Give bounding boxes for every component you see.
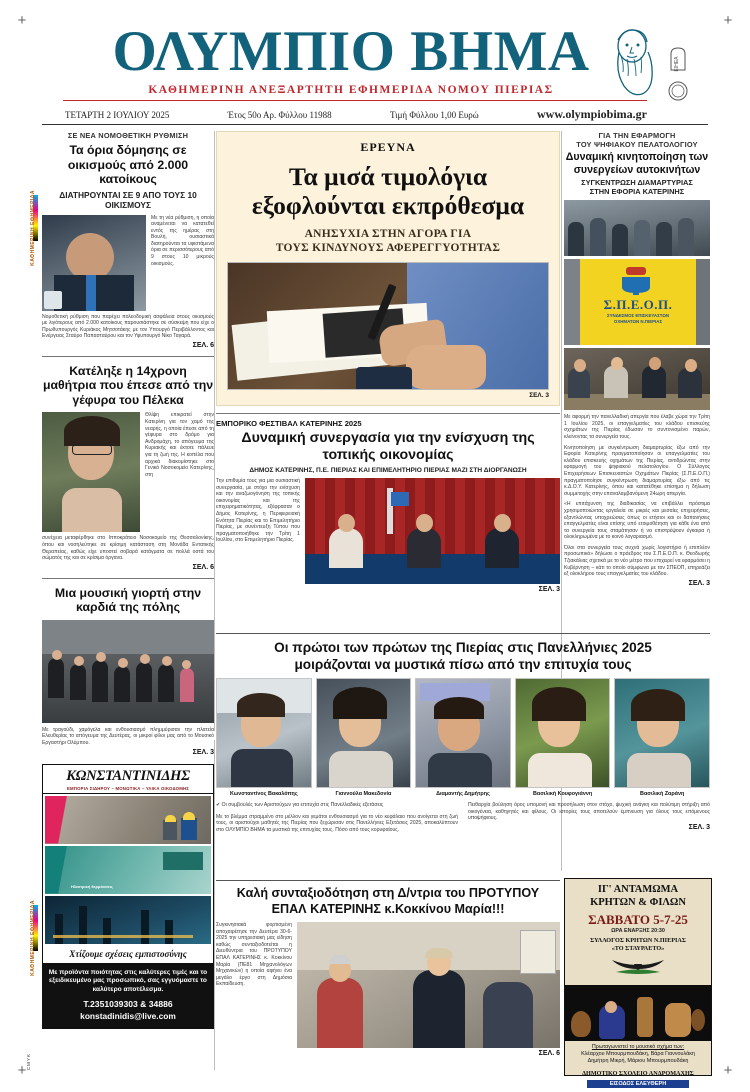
ad-photo-night	[45, 896, 211, 944]
student-name: Βασιλική Ζαράνη	[640, 791, 685, 797]
student-card[interactable]	[415, 678, 511, 797]
article-body-wrap: Με τη νέα ρύθμιση, η οποία αναμένεται να κατατεθεί εντός της ημέρας στη Βουλή, ουσιαστικά διατηρούνται τα υφιστάμενα όρια σε περισσότερους από 9 στους 10 μικρούς οικισμούς.	[151, 214, 214, 267]
masthead	[55, 20, 695, 121]
center-column	[216, 131, 560, 593]
article-photo-crowd	[564, 200, 710, 256]
article-kicker-line1: ΓΙΑ ΤΗΝ ΕΦΑΡΜΟΓΗ	[598, 131, 676, 140]
article-photo	[42, 215, 146, 311]
ad-body-text: Με προϊόντα ποιότητας στις καλύτερες τιμές και το εξειδικευμένο μας προσωπικό, σας εγγυόμαστε το καλύτερο αποτέλεσμα.	[48, 968, 208, 993]
article-subhead-line2: ΣΤΗΝ ΕΦΟΡΙΑ ΚΑΤΕΡΙΝΗΣ	[589, 187, 685, 197]
page-reference[interactable]: ΣΕΛ. 3	[688, 823, 710, 831]
newspaper-title: ΟΛΥΜΠΙΟ ΒΗΜΑ	[112, 20, 590, 83]
svg-text:ΕΙΗΕΑ: ΕΙΗΕΑ	[674, 56, 680, 72]
column-divider	[214, 131, 215, 731]
article-caption-body: Με το βλέμμα στραμμένο στο μέλλον και γεμάτοι ενθουσιασμό για το νέο κεφάλαιο που ανοίγεται στη ζωή τους, οι αριστούχοι μαθητές της Πιερίας που ξεχώρισαν στις Πανελλήνιες Εξετάσεις 2025, αποκαλύπτουν στο ΟΛΥΜΠΙΟ ΒΗΜΑ τα μυστικά της επιτυχίας τους. Πόσο από τους κορυφαίους.	[216, 813, 458, 833]
article-caption: Με αφορμή την πανελλαδική απεργία που έλαβε χώρα την Τρίτη 1 Ιουλίου 2025, οι επαγγελματίες του κλάδου επισκεύης σχημάτων της Πιερίας έδωσαν το συντονισμένο παρών, κλείνοντας τα συνεργεία τους.	[564, 414, 710, 440]
lead-headline	[227, 162, 549, 220]
eagle-icon	[565, 954, 711, 981]
website-url[interactable]: www.olympiobima.gr	[536, 107, 647, 121]
article-photo-speop-banner: Σ.Π.Ε.Ο.Π. ΣΥΝΔΕΣΜΟΣ ΕΠΙΣΚΕΥΑΣΤΩΝ ΟΧΗΜΑΤΩΝ Ν.ΠΙΕΡΙΑΣ	[564, 259, 710, 345]
ad-musicians-photo	[565, 985, 711, 1041]
headline-line1: Οι πρώτοι των πρώτων της Πιερίας στις Πανελλήνιες 2025	[274, 640, 652, 655]
student-photo	[515, 678, 611, 788]
student-photo	[216, 678, 312, 788]
article-caption-body-right: Πειθαρχία βούληση όρος υπομονή και προσήλωση στον στόχο, ψυχική ανάγκη και πολύτιμη στήριξη από οικογένεια, καθηγητές και φίλους. Οι ιστορίες τους αποτελούν έμπνευση για όλους τους επόμενους υποψήφιους.	[468, 802, 710, 822]
ad-images	[43, 794, 213, 946]
page-reference[interactable]: ΣΕΛ. 6	[538, 1050, 560, 1057]
ad-cretans-gathering[interactable]	[564, 878, 712, 1088]
newspaper-subtitle: ΚΑΘΗΜΕΡΙΝΗ ΑΝΕΞΑΡΤΗΤΗ ΕΦΗΜΕΡΙΔΑ ΝΟΜΟΥ ΠΙΕΡΙΑΣ	[148, 84, 554, 96]
ad-photo-heating	[45, 846, 211, 894]
ad-performers-title: Πρωταγωνιστεί το μουσικό σχήμα των:	[591, 1044, 685, 1051]
article-mechanics-protest[interactable]	[564, 131, 710, 587]
article-body-2: «Η επιτάχυνση της διαδικασίας να επιβάλλει πρόστιμα χρησιμοποιώντας εργαλεία σε μικρές και μεσαίες επιχειρήσεις, εξαντλώντας υποχρεώσεις όπως οι ετήσιοι και οι δαπανήσεις επαγγελματίες είναι επίσης υπό ετοιμοθέτηση για κάθε ένα από τα συνεργεία τους σταμάτησαν ή να επιστρέψουν έγκαιρα ή ολοκληρωμένα με το κοινό λογαριασμό.	[564, 501, 710, 541]
sidebar-vertical-label: ΚΑΘΗΜΕΡΙΝΗ ΕΦΗΜΕΡΙΔΑ	[30, 900, 36, 976]
student-card[interactable]	[216, 678, 312, 797]
student-card[interactable]	[515, 678, 611, 797]
article-body-wrap: Θλίψη επικρατεί στην Κατερίνη για τον χαμό της νεαρής, η οποία έπεσε από τη γέφυρα στο δρόμο για Ανδρομάχη, το απόγευμα της Κυριακής και έκτοτε πάλευε για τη ζωή της. Η κοπέλα που αρχικά διακομίστηκε στο Γενικό Νοσοκομείο Κατερίνης, στη	[145, 412, 214, 478]
lead-headline-line2: εξοφλούνται εκπρόθεσμα	[251, 191, 525, 220]
lead-subhead	[227, 227, 549, 255]
student-card[interactable]	[614, 678, 710, 797]
press-association-stamp-icon	[667, 46, 689, 72]
ad-title-line1: ΙΓ' ΑΝΤΑΜΩΜΑ	[597, 884, 679, 895]
lead-headline-line1: Τα μισά τιμολόγια	[288, 162, 488, 191]
ad-header	[43, 765, 213, 794]
ad-venue: ΔΗΜΟΤΙΚΟ ΣΧΟΛΕΙΟ ΑΝΔΡΟΜΑΧΗΣ	[582, 1070, 694, 1078]
article-photo	[297, 922, 560, 1048]
header-divider	[42, 124, 708, 125]
lead-subhead-line1: ΑΝΗΣΥΧΙΑ ΣΤΗΝ ΑΓΟΡΑ ΓΙΑ	[304, 228, 472, 240]
registration-mark-icon: +	[723, 12, 733, 29]
article-building-limits[interactable]	[42, 131, 214, 349]
ad-club-line2: «ΤΟ ΣΤΑΥΡΑΕΤΟ»	[611, 944, 665, 952]
registration-mark-icon: +	[17, 1062, 27, 1079]
article-subhead-line1: ΣΥΓΚΕΝΤΡΩΣΗ ΔΙΑΜΑΡΤΥΡΙΑΣ	[581, 178, 693, 188]
article-headline: Κατέληξε η 14χρονη μαθήτρια που έπεσε από την γέφυρα του Πέλεκα	[42, 363, 214, 407]
article-kicker: ΕΜΠΟΡΙΚΟ ΦΕΣΤΙΒΑΛ ΚΑΤΕΡΙΝΗΣ 2025	[216, 419, 362, 428]
ad-phone[interactable]: Τ.2351039303 & 34886	[83, 999, 173, 1010]
student-name: Διαμαντής Δημήτρης	[436, 791, 490, 797]
student-photo	[316, 678, 412, 788]
ad-title	[565, 879, 711, 909]
registration-mark-icon: +	[17, 12, 27, 29]
circle-seal-icon	[667, 78, 689, 104]
article-headline: Τα όρια δόμησης σε οικισμούς από 2.000 κατοίκους	[67, 143, 189, 186]
ad-performers-line1: Κλέαρχου Μπουρμπουδάκη, Βάρα Γιαννουλάκη	[581, 1051, 695, 1058]
article-body: Νομοθετική ρύθμιση που παρέχει πολεοδομική ασφάλεια στους οικισμούς με λιγότερους από 2.000 κατοίκους παρουσιάστηκε σε σύσκεψη που είχε ο Πρωθυπουργός Κυριάκος Μητσοτάκης με τον Υπουργό Περιβάλλοντος και Ενέργειας Σταύρο Παπασταύρου και τον Υφυπουργό Νίκο Ταγαρά.	[42, 313, 214, 340]
ad-photo-label: Ηλεκτρική θερμάνσεις	[71, 883, 113, 889]
headline-line2: μοιράζονται να μυστικά πίσω από την επιτυχία τους	[294, 657, 632, 672]
article-body: Με τραγούδι, χαμόγελα και ενθουσιασμό πλημμύρισαν την πλατεία Ελευθερίας το απόγευμα της Δευτέρας, οι μικροί φίλοι μας από το Μουσικό Εργαστήρι Ολύμπου.	[42, 726, 214, 746]
student-photo	[415, 678, 511, 788]
headline-line1: Καλή συνταξιοδότηση στη Δ/ντρια του ΠΡΟΤΥΠΟΥ	[236, 886, 540, 900]
article-body: Κινητοποίηση με συγκέντρωση διαμαρτυρίας έξω από την Εφορία Κατερίνης πραγματοποίησαν οι επαγγελματίες του κλάδου επισκευής οχημάτων της Πιερίας, αντιδρώντας στην εφαρμογή του ψηφιακού πελατολογίου. Ο Σύλλογος Επιχειρήσεων Επισκευαστών Οχημάτων Πιερίας (Σ.Π.Ε.Ο.Π.) πραγματοποίησε συγκέντρωση διαμαρτυρίας έξω από τις κ.Δ.Ο.Υ. Κατερίνης, όπου και κατατέθηκε επίσημα η δήλωση συμμετοχής στην επαναλαμβανόμενη 24ωρη απεργία.	[564, 444, 710, 497]
article-kicker: ΣΕ ΝΕΑ ΝΟΜΟΘΕΤΙΚΗ ΡΥΘΜΙΣΗ	[67, 131, 189, 140]
column-divider	[214, 740, 215, 1070]
article-headline	[216, 886, 560, 917]
lead-photo	[227, 262, 549, 390]
page-reference[interactable]: ΣΕΛ. 3	[688, 579, 710, 587]
ad-brand-name: ΚΩΝΣΤΑΝΤΙΝΙΔΗΣ	[66, 767, 190, 784]
headline-line2: ΕΠΑΛ ΚΑΤΕΡΙΝΗΣ κ.Κοκκίνου Μαρία!!!	[271, 901, 505, 916]
article-photo	[305, 478, 560, 584]
ad-konstantinidis[interactable]	[42, 764, 214, 1030]
ad-footer	[43, 963, 213, 1029]
article-headline: Δυναμική κινητοποίηση των συνεργείων αυτοκινήτων	[565, 151, 709, 176]
article-headline	[216, 639, 710, 673]
page-reference[interactable]: ΣΕΛ. 6	[192, 341, 214, 349]
article-headline: Μια μουσική γιορτή στην καρδιά της πόλης	[54, 585, 202, 615]
article-retirement[interactable]	[216, 880, 560, 1057]
lead-kicker: ΕΡΕΥΝΑ	[360, 140, 416, 154]
article-subhead: ΔΗΜΟΣ ΚΑΤΕΡΙΝΗΣ, Π.Ε. ΠΙΕΡΙΑΣ ΚΑΙ ΕΠΙΜΕΛΗΤΗΡΙΟ ΠΙΕΡΙΑΣ ΜΑΖΙ ΣΤΗ ΔΙΟΡΓΑΝΩΣΗ	[249, 467, 527, 474]
ad-entry-badge: ΕΙΣΟΔΟΣ ΕΛΕΥΘΕΡΗ	[587, 1080, 689, 1088]
student-name: Κωνσταντίνος Βακαλόπης	[229, 791, 298, 797]
left-column	[42, 131, 214, 1029]
ad-email[interactable]: konstadinidis@live.com	[80, 1011, 176, 1022]
ad-club-name	[565, 937, 711, 952]
section-divider	[42, 578, 214, 579]
sidebar-vertical-label: ΚΑΘΗΜΕΡΙΝΗ ΕΦΗΜΕΡΙΔΑ	[30, 190, 36, 266]
article-body: συνέχεια μεταφέρθηκε στο Ιπποκράτειο Νοσοκομείο της Θεσσαλονίκης, όπου και νοσηλεύτηκε σε κρίσιμη κατάσταση στη Μονάδα Εντατικής Θεραπείας, καθώς είχε υποστεί σοβαρά κατάγματα σε πολλά οστά του σώματός της και σε κρίσιμα όργανα.	[42, 535, 214, 562]
student-photo-grid	[216, 678, 710, 797]
issue-number: Έτος 50ο Αρ. Φύλλου 11988	[227, 110, 332, 120]
cmyk-label: CMYK	[26, 1052, 31, 1070]
ad-performers-line2: Δημήτρη Μικρή, Μάριου Μπουρμπουδάκη	[587, 1058, 689, 1065]
article-photo	[42, 412, 140, 532]
article-student-accident[interactable]	[42, 364, 214, 571]
lead-subhead-line2: ΤΟΥΣ ΚΙΝΔΥΝΟΥΣ ΑΦΕΡΕΓΓΥΟΤΗΤΑΣ	[275, 242, 501, 254]
student-card[interactable]	[316, 678, 412, 797]
page-reference[interactable]: ΣΕΛ. 3	[192, 748, 214, 756]
article-photo	[42, 620, 214, 723]
section-divider	[42, 356, 214, 357]
article-music-festival[interactable]	[42, 586, 214, 756]
zeus-head-logo-icon	[603, 26, 659, 98]
article-photo-meeting	[564, 348, 710, 410]
ad-event-time: ΩΡΑ ΕΝΑΡΞΗΣ 20:30	[611, 928, 665, 934]
publication-date: ΤΕΤΑΡΤΗ 2 ΙΟΥΛΙΟΥ 2025	[65, 110, 170, 120]
article-kicker-line2: ΤΟΥ ΨΗΦΙΑΚΟΥ ΠΕΛΑΤΟΛΟΓΙΟΥ	[576, 140, 698, 149]
page-reference[interactable]: ΣΕΛ. 6	[192, 563, 214, 571]
ad-event-date: ΣΑΒΒΑΤΟ 5-7-25	[588, 912, 688, 927]
article-body: Συγκινησιακά φορτισμένη αποχαιρέτησε την Δευτέρα 30-6-2025 την υπηρεσιακή μας είδηση καθώς συνταξιοδοτείται η Διευθύντρια του ΠΡΟΤΥΠΟΥ ΕΠΑΛ ΚΑΤΕΡΙΝΗΣ κ. Κοκκίνου Μαρία (ΠΕ81 Μηχανολόγων Μηχανικών) η οποία αφήνει ένα μεγάλο έργο στη Δημόσια Εκπαίδευση.	[216, 922, 292, 988]
student-photo	[614, 678, 710, 788]
masthead-info-bar	[55, 101, 695, 122]
student-name: Βασιλική Κουφογιάννη	[533, 791, 593, 797]
registration-mark-icon: +	[723, 1062, 733, 1079]
article-headline: Δυναμική συνεργασία για την ενίσχυση της τοπικής οικονομίας	[241, 430, 535, 463]
article-body-3: Όλοι στα συνεργεία τους συχνά χωρίς λογιστήριο ή επιπλέον προσωπικό» δήλωσε ο πρόεδρος του Σ.Π.Ε.Ο.Π. κ. Θεοδωρής Τζιακάλιας σχετικά με το νέο μέτρο που επιχειρεί να εφαρμόσει η Κυβέρνηση – κάτι το οποίο σύμφωνα με τον ΣΠΕΟΠ, επηρεάζει εξ ολοκλήρου τους επαγγελματίες του κλάδου.	[564, 544, 710, 578]
ad-performers	[565, 1044, 711, 1065]
article-body: Την επιθυμία τους για μια ουσιαστική συνεργασία, με στόχο την ενίσχυση και την αναζωογόνηση της τοπικής οικονομίας και της επιχειρηματικότητας, εξέφρασαν ο Δήμος Κατερίνης, η Περιφερειακή Ενότητα Πιερίας και το Επιμελητήριο Πιερίας, με συνέντευξη Τύπου που πραγματοποιήθηκε την Τρίτη 1 Ιουλίου, στο Επιμελητήριο Πιερίας.	[216, 478, 300, 544]
right-column	[564, 131, 710, 587]
page-reference[interactable]: ΣΕΛ. 3	[538, 586, 560, 593]
article-commercial-festival[interactable]	[216, 419, 560, 593]
lead-story[interactable]	[216, 131, 560, 406]
article-subhead: ΔΙΑΤΗΡΟΥΝΤΑΙ ΣΕ 9 ΑΠΟ ΤΟΥΣ 10 ΟΙΚΙΣΜΟΥΣ	[59, 189, 197, 210]
ad-slogan: Χτίζουμε σχέσεις εμπιστοσύνης	[69, 948, 187, 959]
page-reference[interactable]: ΣΕΛ. 3	[529, 392, 549, 399]
issue-price: Τιμή Φύλλου 1,00 Ευρώ	[389, 110, 479, 120]
ad-club-line1: ΣΥΛΛΟΓΟΣ ΚΡΗΤΩΝ Ν.ΠΙΕΡΙΑΣ	[590, 937, 686, 944]
ad-title-line2: ΚΡΗΤΩΝ & ΦΙΛΩΝ	[590, 896, 686, 908]
ad-tagline: ΕΜΠΟΡΙΑ ΣΙΔΗΡΟΥ – ΜΟΝΩΤΙΚΑ – ΥΛΙΚΑ ΟΙΚΟΔΟΜΗΣ	[66, 785, 190, 791]
student-name: Γιαννούλα Μακεδονία	[335, 791, 392, 797]
article-panhellenic-exams[interactable]	[216, 633, 710, 833]
article-caption-bullet: ✔ Οι συμβουλές των Αριστούχων για επιτυχία στις Πανελλαδικές εξετάσεις	[216, 802, 384, 808]
ad-photo-construction	[45, 796, 211, 844]
